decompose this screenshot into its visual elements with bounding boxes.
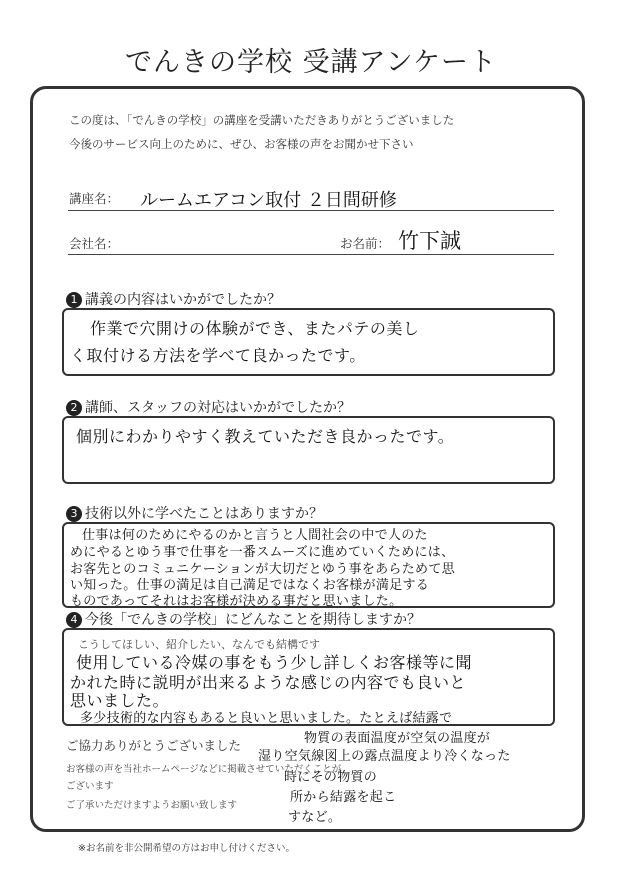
answer-4-line-9: すなど。 [288,810,342,825]
answer-3-line-2: めにやるとゆう事で仕事を一番スムーズに進めていくためには、 [70,545,455,560]
question-number-badge: 2 [66,400,82,416]
name-underline [68,254,554,255]
notice-line-3: ご了承いただけますようお願い致します [66,800,238,811]
question-4 [66,609,421,629]
customer-name-label: お名前： [340,236,391,251]
question-text: 今後「でんきの学校」にどんなことを期待しますか？ [85,612,421,628]
answer-3-line-3: お客先とのコミュニケーションが大切だとゆう事をあらためて思 [70,562,455,577]
answer-4-line-6: 湿り空気線図上の露点温度より冷くなった [258,749,511,764]
privacy-note: ※お名前を非公開希望の方はお申し付けください。 [78,843,295,854]
answer-4-line-8: 所から結露を起こ [290,790,397,805]
notice-line-1: お客様の声を当社ホームページなどに掲載させていただくことが [66,764,342,775]
course-name: ルームエアコン取付 ２日間研修 [140,190,397,211]
thanks-text: ご協力ありがとうございました [66,738,242,753]
question-number-badge: 1 [66,292,82,308]
answer-4-line-4: 多少技術的な内容もあると良いと思いました。たとえば結露で [80,711,453,726]
intro-line-1: この度は、「でんきの学校」の講座を受講いただきありがとうございました [69,113,455,127]
answer-2-line-1: 個別にわかりやすく教えていただき良かったです。 [76,427,455,446]
answer-3-line-1: 仕事は何のためにやるのかと言うと人間社会の中で人のた [82,528,428,543]
answer-4-line-1: 使用している冷媒の事をもう少し詳しくお客様等に聞 [76,653,473,672]
answer-4-line-5: 物質の表面温度が空気の温度が [304,731,491,746]
question-1 [66,289,281,309]
question-number-badge: 3 [66,506,82,522]
question-number-badge: 4 [66,612,82,628]
answer-3-line-4: い知った。仕事の満足は自己満足ではなくお客様が満足する [70,578,430,593]
answer-4-line-2: かれた時に説明が出来るような感じの内容でも良いと [70,673,467,692]
answer-1-line-1: 作業で穴開けの体験ができ、またパテの美し [90,319,420,338]
intro-line-2: 今後のサービス向上のために、ぜひ、お客様の声をお聞かせ下さい [69,137,414,151]
answer-4-line-3: 思いました。 [70,691,170,710]
notice-line-2: ございます [66,781,114,792]
question-3 [66,503,323,523]
question-2 [66,397,351,417]
answer-3-line-5: ものであってそれはお客様が決める事だと思いました。 [70,594,403,609]
answer-4-line-7: 時にその物質の [284,770,378,785]
question-4-hint: こうしてほしい、紹介したい、なんでも結構です [78,638,320,651]
question-text: 技術以外に学べたことはありますか？ [85,506,323,522]
page-title: でんきの学校 受講アンケート [125,47,497,78]
question-text: 講師、スタッフの対応はいかがでしたか？ [85,400,351,416]
answer-1-line-2: く取付ける方法を学べて良かったです。 [70,346,366,365]
course-label: 講座名： [69,191,120,206]
question-text: 講義の内容はいかがでしたか？ [85,292,281,308]
customer-name[interactable]: 竹下誠 [398,229,461,253]
company-label: 会社名： [69,236,120,251]
course-underline [68,210,554,211]
